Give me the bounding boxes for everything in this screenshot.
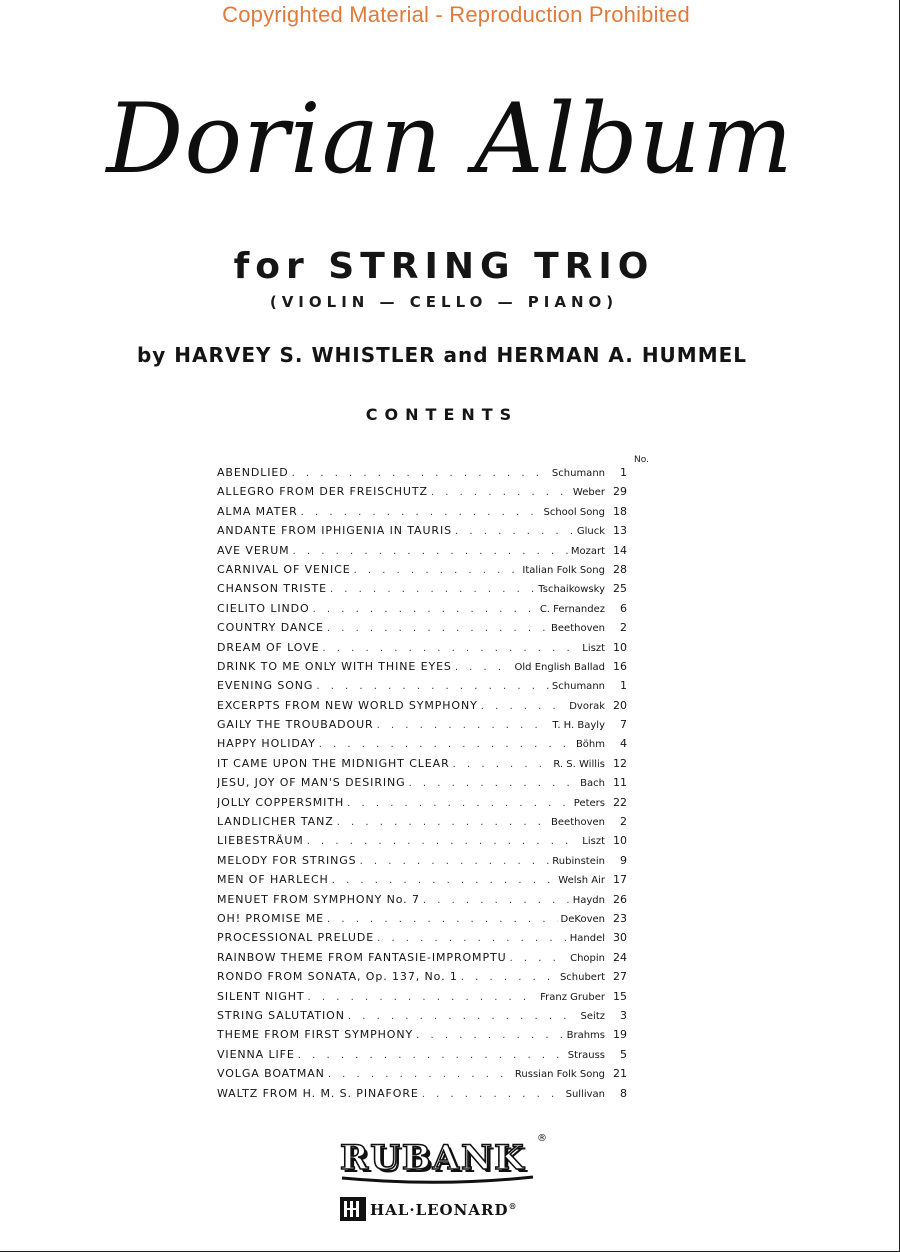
piece-number: 25 xyxy=(613,582,627,596)
piece-number: 26 xyxy=(613,892,627,906)
piece-title: STRING SALUTATION xyxy=(217,1008,345,1022)
composer-name: DeKoven xyxy=(560,913,605,925)
composer-name: C. Fernandez xyxy=(539,603,605,615)
piece-number: 15 xyxy=(613,989,627,1003)
piece-title: AVE VERUM xyxy=(217,543,290,557)
composer-name: Bach xyxy=(580,778,605,790)
authors-line: by HARVEY S. WHISTLER and HERMAN A. HUMMEL xyxy=(136,343,748,367)
piece-title: THEME FROM FIRST SYMPHONY xyxy=(217,1028,414,1042)
piece-number: 20 xyxy=(613,698,627,712)
piece-number: 23 xyxy=(613,911,627,925)
composer-name: Schumann xyxy=(551,468,605,479)
piece-number: 14 xyxy=(613,543,627,557)
composer-name: Chopin xyxy=(570,952,605,964)
composer-name: Schumann xyxy=(551,681,605,693)
piece-number: 1 xyxy=(620,679,627,693)
composer-name: Liszt xyxy=(582,642,605,654)
composer-name: Seitz xyxy=(580,1010,605,1022)
dot-leader xyxy=(332,875,556,886)
dot-leader xyxy=(377,933,567,944)
contents-entry xyxy=(217,854,627,873)
piece-title: RONDO FROM SONATA, Op. 137, No. 1 xyxy=(217,970,458,984)
piece-number: 2 xyxy=(620,815,627,829)
instrumentation: (VIOLIN — CELLO — PIANO) xyxy=(269,293,619,311)
composer-name: Schubert xyxy=(559,972,605,984)
composer-name: Mozart xyxy=(570,545,605,557)
piece-number: 8 xyxy=(620,1086,627,1100)
piece-number: 19 xyxy=(613,1028,627,1042)
piece-title: JOLLY COPPERSMITH xyxy=(217,795,345,809)
contents-entry xyxy=(217,1009,627,1028)
dot-leader xyxy=(313,604,537,615)
contents-entry xyxy=(217,563,627,582)
contents-entry xyxy=(217,485,627,504)
piece-number: 13 xyxy=(613,524,627,538)
contents-entry xyxy=(217,931,627,950)
dot-leader xyxy=(347,798,571,809)
piece-title: ABENDLIED xyxy=(217,466,289,479)
contents-entry xyxy=(217,524,627,543)
dot-leader xyxy=(461,972,557,983)
registered-mark: ® xyxy=(537,1133,547,1144)
contents-entry xyxy=(217,582,627,601)
contents-entry xyxy=(217,679,627,698)
contents-entry xyxy=(217,757,627,776)
dot-leader xyxy=(422,1089,563,1100)
composer-name: Handel xyxy=(569,933,605,945)
piece-title: OH! PROMISE ME xyxy=(217,911,324,925)
contents-entry xyxy=(217,893,627,912)
piece-number: 3 xyxy=(620,1008,627,1022)
piece-title: MEN OF HARLECH xyxy=(217,873,329,887)
composer-name: Sullivan xyxy=(565,1088,605,1100)
contents-entry xyxy=(217,776,627,795)
piece-number: 10 xyxy=(613,834,627,848)
piece-title: ALMA MATER xyxy=(217,504,298,518)
dot-leader xyxy=(307,836,580,847)
dot-leader xyxy=(292,468,549,479)
piece-number: 29 xyxy=(613,485,627,499)
contents-entry xyxy=(217,951,627,970)
piece-title: EVENING SONG xyxy=(217,679,314,693)
contents-entry xyxy=(217,602,627,621)
copyright-watermark: Copyrighted Material - Reproduction Prohibited xyxy=(222,2,690,27)
contents-entry xyxy=(217,796,627,815)
album-title: Dorian Album xyxy=(106,83,794,195)
piece-title: CIELITO LINDO xyxy=(217,601,310,615)
hal-leonard-label: HAL·LEONARD xyxy=(370,1201,509,1219)
composer-name: Italian Folk Song xyxy=(522,564,605,576)
rubank-logo: RUBANK xyxy=(340,1138,526,1178)
piece-number: 18 xyxy=(613,504,627,518)
piece-title: SILENT NIGHT xyxy=(217,989,305,1003)
dot-leader xyxy=(308,992,538,1003)
dot-leader xyxy=(330,584,535,595)
piece-title: PROCESSIONAL PRELUDE xyxy=(217,931,375,945)
composer-name: Rubinstein xyxy=(552,855,605,867)
piece-title: HAPPY HOLIDAY xyxy=(217,737,316,751)
dot-leader xyxy=(354,565,520,576)
hal-leonard-registered-mark: ® xyxy=(508,1201,518,1211)
piece-title: DREAM OF LOVE xyxy=(217,640,320,654)
composer-name: Russian Folk Song xyxy=(514,1069,605,1081)
dot-leader xyxy=(319,739,573,750)
piece-title: LANDLICHER TANZ xyxy=(217,815,334,829)
dot-leader xyxy=(455,526,574,537)
composer-name: Franz Gruber xyxy=(540,991,605,1003)
piece-number: 1 xyxy=(620,466,627,479)
dot-leader xyxy=(298,1050,565,1061)
piece-number: 4 xyxy=(620,737,627,751)
contents-entry xyxy=(217,1067,627,1086)
piece-number: 6 xyxy=(620,601,627,615)
dot-leader xyxy=(327,914,558,925)
contents-entry xyxy=(217,815,627,834)
piece-title: ANDANTE FROM IPHIGENIA IN TAURIS xyxy=(217,524,453,538)
piece-number: 9 xyxy=(620,853,627,867)
dot-leader xyxy=(360,856,550,867)
contents-entry xyxy=(217,641,627,660)
piece-title: MELODY FOR STRINGS xyxy=(217,853,357,867)
composer-name: Tschaikowsky xyxy=(538,584,605,596)
contents-entry xyxy=(217,466,627,485)
piece-title: VIENNA LIFE xyxy=(217,1047,295,1061)
contents-entry xyxy=(217,544,627,563)
contents-entry xyxy=(217,1048,627,1067)
contents-entry xyxy=(217,873,627,892)
composer-name: Welsh Air xyxy=(558,875,605,887)
piece-title: IT CAME UPON THE MIDNIGHT CLEAR xyxy=(217,756,450,770)
piece-number: 22 xyxy=(613,795,627,809)
contents-entry xyxy=(217,834,627,853)
dot-leader xyxy=(377,720,550,731)
piece-number: 27 xyxy=(613,970,627,984)
contents-entry xyxy=(217,1087,627,1106)
composer-name: Peters xyxy=(573,797,605,809)
dot-leader xyxy=(293,546,568,557)
dot-leader xyxy=(409,778,578,789)
dot-leader xyxy=(328,1069,512,1080)
logo-swash xyxy=(340,1175,535,1185)
contents-entry xyxy=(217,990,627,1009)
piece-title: COUNTRY DANCE xyxy=(217,621,324,635)
piece-number: 7 xyxy=(620,718,627,732)
composer-name: Gluck xyxy=(576,526,605,538)
contents-entry xyxy=(217,718,627,737)
hal-leonard-icon xyxy=(340,1197,366,1221)
piece-number: 16 xyxy=(613,659,627,673)
piece-number: 17 xyxy=(613,873,627,887)
contents-heading: CONTENTS xyxy=(365,405,519,424)
composer-name: Old English Ballad xyxy=(514,661,605,673)
dot-leader xyxy=(455,662,512,673)
piece-number: 10 xyxy=(613,640,627,654)
dot-leader xyxy=(327,623,548,634)
composer-name: Böhm xyxy=(575,739,605,751)
contents-entry xyxy=(217,737,627,756)
contents-entry xyxy=(217,912,627,931)
contents-entry xyxy=(217,699,627,718)
hal-leonard-wordmark xyxy=(370,1201,517,1219)
composer-name: School Song xyxy=(543,506,605,518)
piece-number: 21 xyxy=(613,1067,627,1081)
dot-leader xyxy=(337,817,548,828)
piece-title: CARNIVAL OF VENICE xyxy=(217,562,351,576)
composer-name: Weber xyxy=(572,487,605,499)
piece-number: 5 xyxy=(620,1047,627,1061)
composer-name: Liszt xyxy=(582,836,605,848)
composer-name: Brahms xyxy=(566,1030,605,1042)
piece-title: MENUET FROM SYMPHONY No. 7 xyxy=(217,892,420,906)
dot-leader xyxy=(431,487,570,498)
piece-title: RAINBOW THEME FROM FANTASIE-IMPROMPTU xyxy=(217,950,507,964)
contents-entry xyxy=(217,621,627,640)
composer-name: Haydn xyxy=(572,894,605,906)
composer-name: Dvorak xyxy=(569,700,605,712)
piece-number: 2 xyxy=(620,621,627,635)
contents-entry xyxy=(217,970,627,989)
number-column-header: No. xyxy=(634,455,649,465)
dot-leader xyxy=(481,701,566,712)
dot-leader xyxy=(301,507,541,518)
piece-title: EXCERPTS FROM NEW WORLD SYMPHONY xyxy=(217,698,478,712)
dot-leader xyxy=(423,895,570,906)
piece-title: VOLGA BOATMAN xyxy=(217,1067,325,1081)
contents-list xyxy=(217,466,627,1106)
dot-leader xyxy=(348,1011,578,1022)
dot-leader xyxy=(322,643,579,654)
composer-name: Strauss xyxy=(567,1049,605,1061)
piece-title: WALTZ FROM H. M. S. PINAFORE xyxy=(217,1086,419,1100)
piece-title: CHANSON TRISTE xyxy=(217,582,327,596)
piece-title: JESU, JOY OF MAN'S DESIRING xyxy=(217,776,406,790)
piece-number: 28 xyxy=(613,562,627,576)
contents-entry xyxy=(217,505,627,524)
piece-number: 11 xyxy=(613,776,627,790)
contents-entry xyxy=(217,660,627,679)
piece-number: 12 xyxy=(613,756,627,770)
dot-leader xyxy=(316,681,549,692)
dot-leader xyxy=(510,953,568,964)
dot-leader xyxy=(416,1030,563,1041)
composer-name: R. S. Willis xyxy=(553,758,605,770)
composer-name: Beethoven xyxy=(551,817,605,829)
subtitle: for STRING TRIO xyxy=(233,246,655,287)
piece-number: 30 xyxy=(613,931,627,945)
composer-name: Beethoven xyxy=(551,623,605,635)
piece-title: GAILY THE TROUBADOUR xyxy=(217,718,374,732)
dot-leader xyxy=(453,759,551,770)
piece-title: LIEBESTRÄUM xyxy=(217,834,304,848)
piece-title: DRINK TO ME ONLY WITH THINE EYES xyxy=(217,659,452,673)
piece-number: 24 xyxy=(613,950,627,964)
composer-name: T. H. Bayly xyxy=(552,720,605,732)
contents-entry xyxy=(217,1028,627,1047)
piece-title: ALLEGRO FROM DER FREISCHUTZ xyxy=(217,485,428,499)
